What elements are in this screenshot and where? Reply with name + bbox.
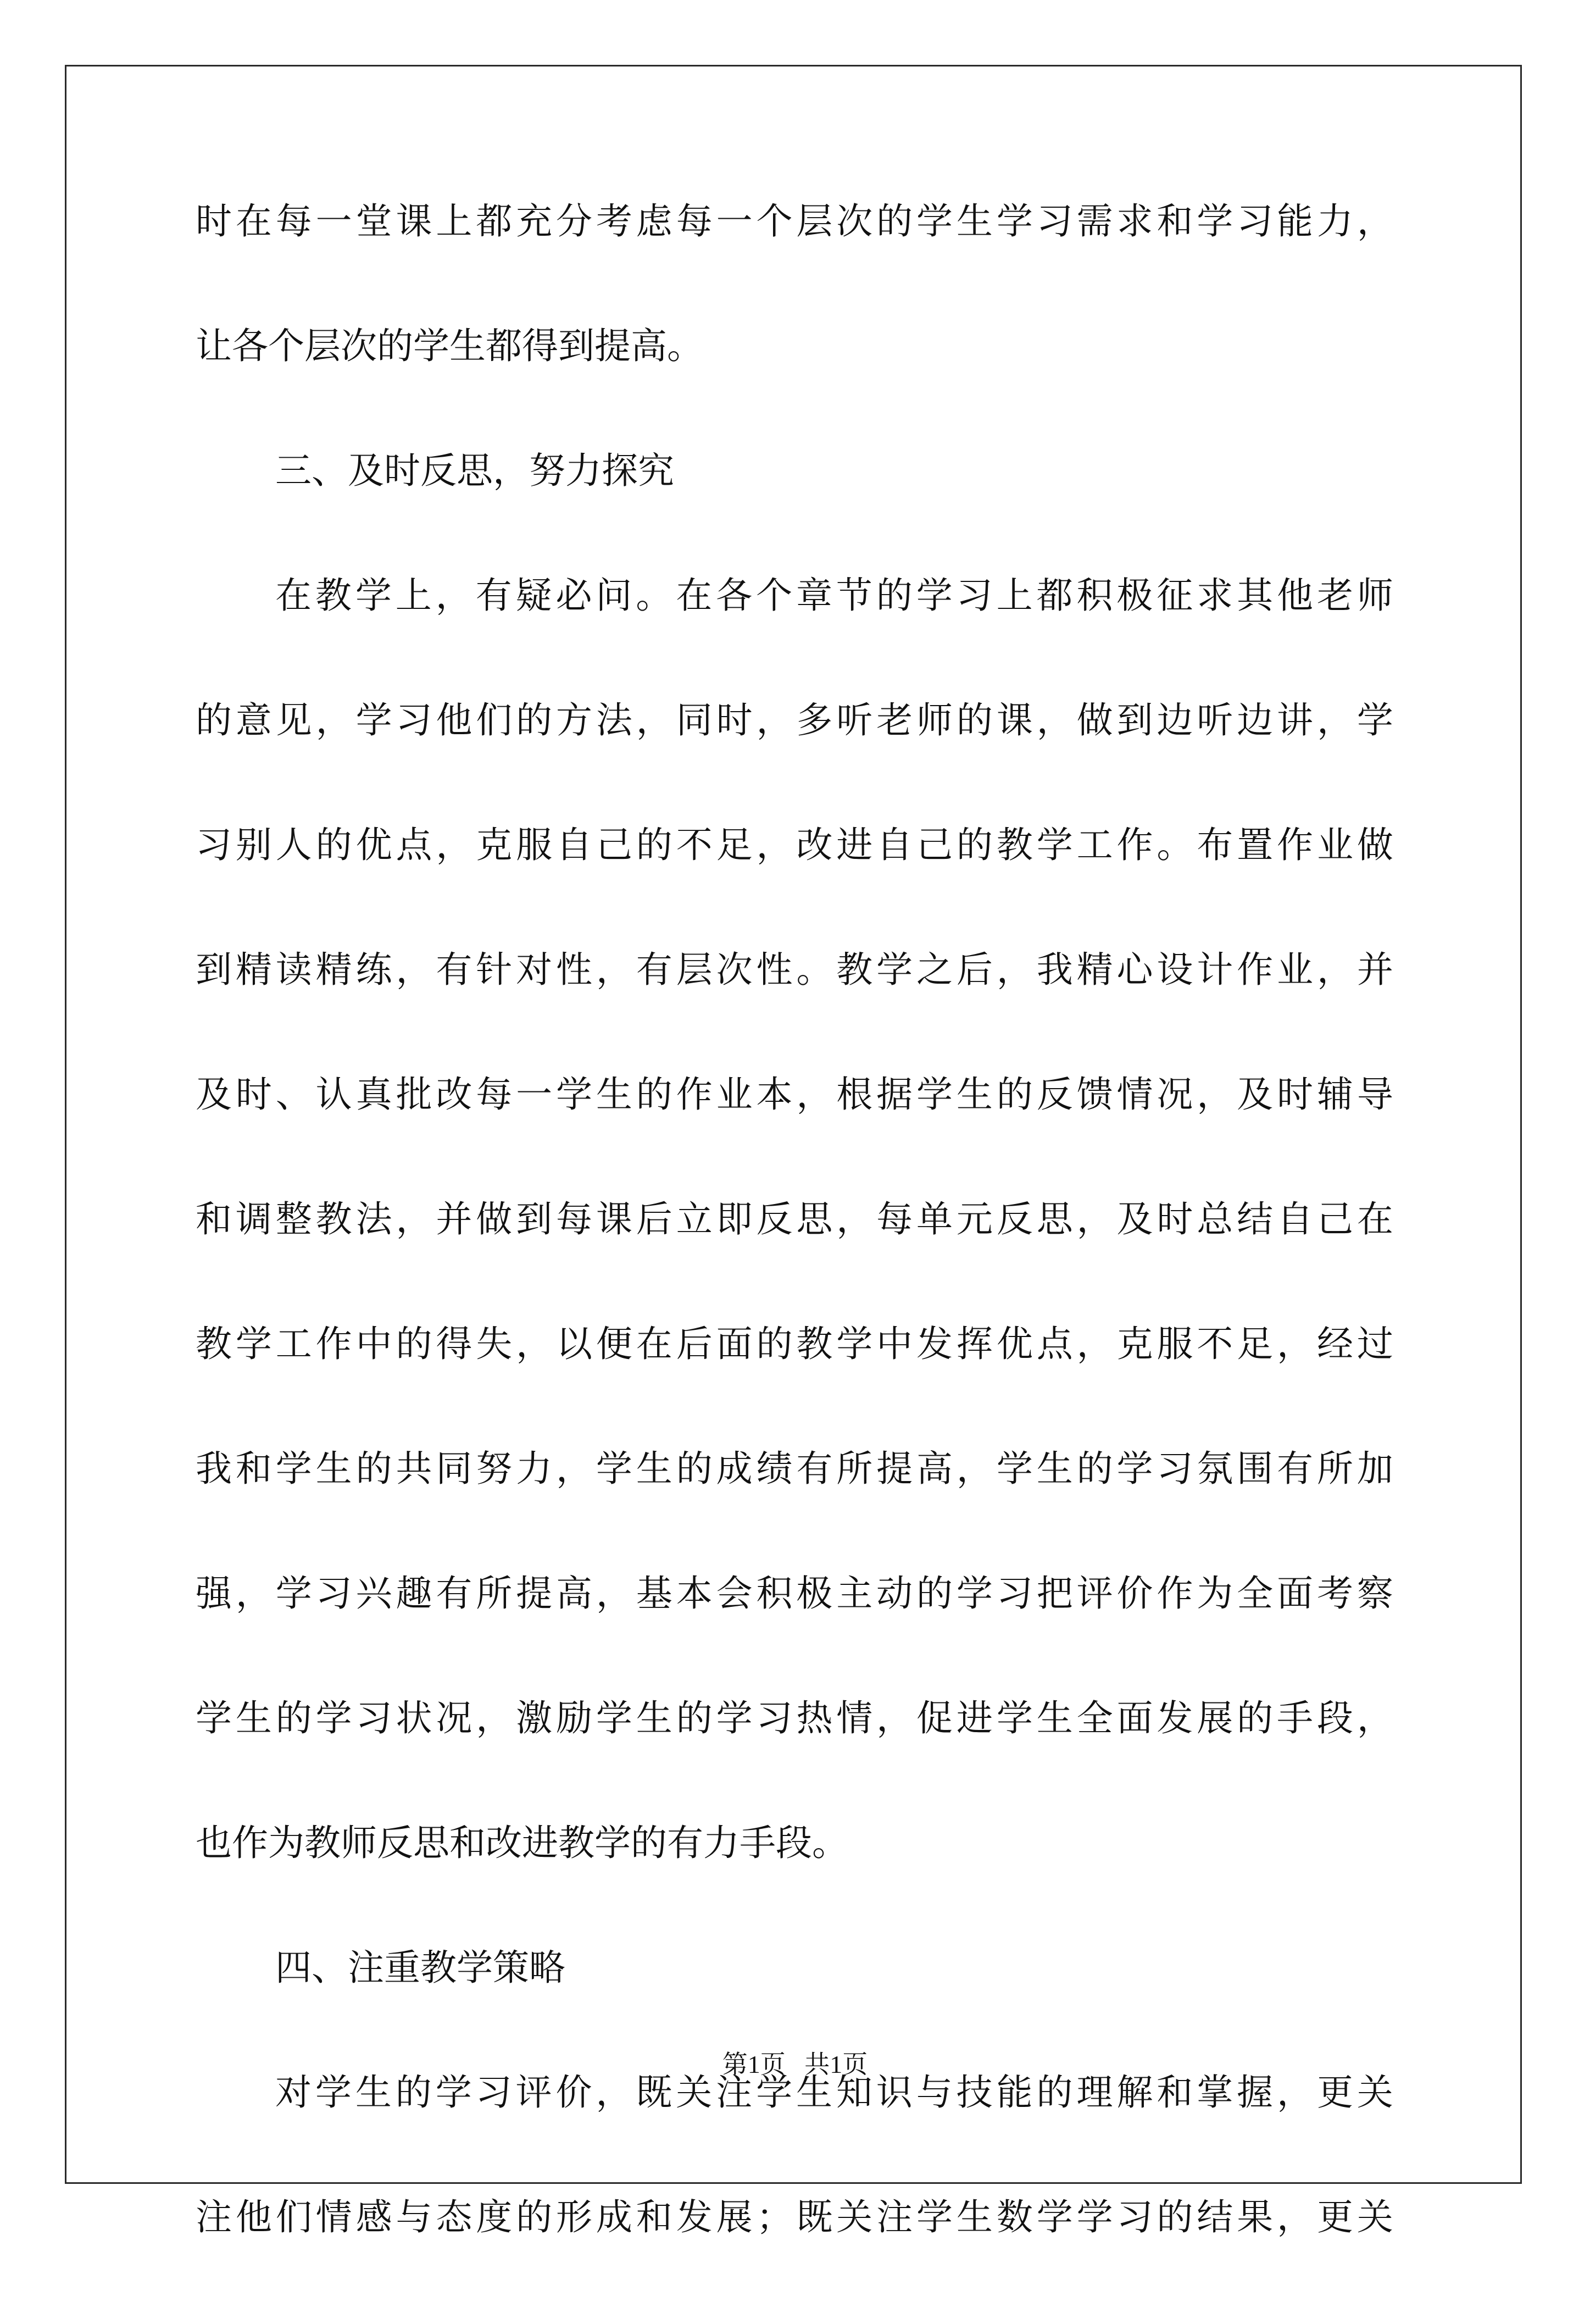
text-line: 让各个层次的学生都得到提高。 xyxy=(196,325,703,367)
text-line: 学 生 的 学 习 状 况 ， 激 励 学 生 的 学 习 热 情 ， 促 进 学 生 全 面 发 展 的 手 段 ， xyxy=(196,1697,1393,1739)
text-line: 到 精 读 精 练 ， 有 针 对 性 ， 有 层 次 性 。 教 学 之 后 ， 我 精 心 设 计 作 业 ， 并 xyxy=(196,949,1393,991)
text-line: 时 在 每 一 堂 课 上 都 充 分 考 虑 每 一 个 层 次 的 学 生 学 习 需 求 和 学 习 能 力 ， xyxy=(196,200,1393,242)
text-line: 习 别 人 的 优 点 ， 克 服 自 己 的 不 足 ， 改 进 自 己 的 教 学 工 作 。 布 置 作 业 做 xyxy=(196,824,1393,866)
text-line: 四、注重教学策略 xyxy=(275,1946,565,1989)
page-footer: 第1页 共1页 xyxy=(722,2050,868,2078)
text-line: 我 和 学 生 的 共 同 努 力 ， 学 生 的 成 绩 有 所 提 高 ， 学 生 的 学 习 氛 围 有 所 加 xyxy=(196,1447,1393,1490)
text-line: 和 调 整 教 法 ， 并 做 到 每 课 后 立 即 反 思 ， 每 单 元 反 思 ， 及 时 总 结 自 己 在 xyxy=(196,1198,1393,1240)
text-line: 也作为教师反思和改进教学的有力手段。 xyxy=(196,1822,848,1864)
text-line: 在 教 学 上 ， 有 疑 必 问 。 在 各 个 章 节 的 学 习 上 都 积 极 征 求 其 他 老 师 xyxy=(275,574,1393,617)
text-line: 注 他 们 情 感 与 态 度 的 形 成 和 发 展 ； 既 关 注 学 生 数 学 学 习 的 结 果 ， 更 关 xyxy=(196,2196,1393,2238)
text-line: 的 意 见 ， 学 习 他 们 的 方 法 ， 同 时 ， 多 听 老 师 的 课 ， 做 到 边 听 边 讲 ， 学 xyxy=(196,699,1393,741)
text-line: 三、及时反思，努力探究 xyxy=(275,450,674,492)
text-line: 教 学 工 作 中 的 得 失 ， 以 便 在 后 面 的 教 学 中 发 挥 优 点 ， 克 服 不 足 ， 经 过 xyxy=(196,1323,1393,1365)
text-line: 对 学 生 的 学 习 评 价 ， 既 关 注 学 生 知 识 与 技 能 的 理 解 和 掌 握 ， 更 关 xyxy=(275,2071,1393,2114)
document-body xyxy=(196,200,1393,2324)
text-line: 强 ， 学 习 兴 趣 有 所 提 高 ， 基 本 会 积 极 主 动 的 学 习 把 评 价 作 为 全 面 考 察 xyxy=(196,1572,1393,1615)
text-line: 及 时 、 认 真 批 改 每 一 学 生 的 作 业 本 ， 根 据 学 生 的 反 馈 情 况 ， 及 时 辅 导 xyxy=(196,1073,1393,1116)
